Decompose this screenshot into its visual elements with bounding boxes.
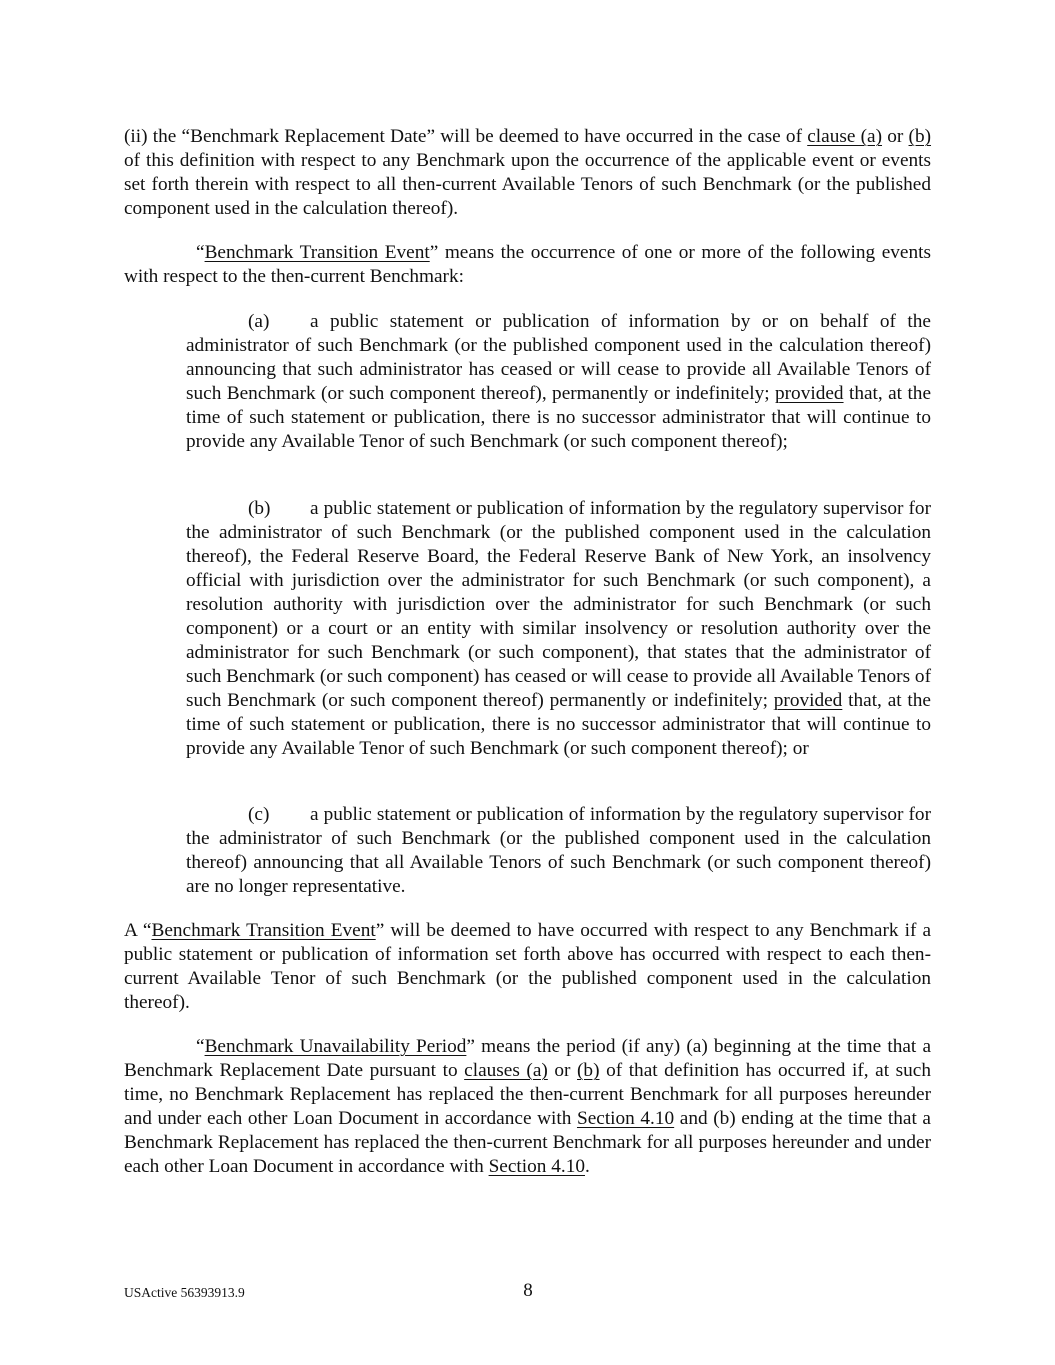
subclause-a: (a) a public statement or publication of information by or on behalf of the administrator of such Benchmark (or the published component used in the calculation thereof) announcing that such administrator has ceased or will cease to provide all Available Tenors of such Benchmark (or such component thereof), permanently or indefinitely; provided that, at the time of such statement or publication, there is no successor administrator that will continue to provide any Available Tenor of such Benchmark (or such component thereof); bbox=[186, 311, 932, 452]
defined-term: Benchmark Unavailability Period bbox=[204, 1036, 467, 1057]
subclause-label: (a) bbox=[248, 311, 270, 332]
paragraph-benchmark-transition-event-deemed: A “Benchmark Transition Event” will be deemed to have occurred with respect to any Benchmark if a public statement or publication of information set forth above has occurred with respect to each then-current Available Tenor of such Benchmark (or the published component used in the calculation thereof). bbox=[124, 920, 931, 1013]
section-reference: Section 4.10 bbox=[488, 1156, 585, 1177]
provided-term: provided bbox=[773, 690, 843, 711]
paragraph-benchmark-replacement-date-ii: (ii) the “Benchmark Replacement Date” will be deemed to have occurred in the case of clause (a) or (b) of this definition with respect to any Benchmark upon the occurrence of the applicable event or events set forth therein with respect to all then-current Available Tenors of such Benchmark (or the published component used in the calculation thereof). bbox=[124, 126, 932, 219]
subclause-c: (c) a public statement or publication of information by the regulatory supervisor for the administrator of such Benchmark (or the published component used in the calculation thereof) announcing that all Available Tenors of such Benchmark (or such component thereof) are no longer representative. bbox=[186, 804, 931, 897]
clause-b-reference: (b) bbox=[908, 126, 932, 147]
page-number: 8 bbox=[523, 1280, 533, 1301]
clause-b-reference: (b) bbox=[577, 1060, 600, 1081]
footer-document-id: USActive 56393913.9 bbox=[124, 1285, 245, 1300]
defined-term: Benchmark Transition Event bbox=[204, 242, 430, 263]
section-reference: Section 4.10 bbox=[576, 1108, 675, 1129]
clauses-a-reference: clauses (a) bbox=[464, 1060, 548, 1081]
definition-benchmark-transition-event: “Benchmark Transition Event” means the occurrence of one or more of the following events with respect to the then-current Benchmark: bbox=[124, 242, 931, 287]
subclause-b: (b) a public statement or publication of information by the regulatory supervisor for the administrator of such Benchmark (or the published component used in the calculation thereof), the Federal Reserve Board, the Federal Reserve Bank of New York, an insolvency official with jurisdiction over the administrator for such Benchmark (or such component), a resolution authority with jurisdiction over the administrator for such Benchmark (or such component) or a court or an entity with similar insolvency or resolution authority over the administrator for such Benchmark (or such component), that states that the administrator of such Benchmark (or such component) has ceased or will cease to provide all Available Tenors of such Benchmark (or such component thereof) permanently or indefinitely; provided that, at the time of such statement or publication, there is no successor administrator that will continue to provide any Available Tenor of such Benchmark (or such component thereof); or bbox=[186, 498, 931, 759]
definition-benchmark-unavailability-period: “Benchmark Unavailability Period” means the period (if any) (a) beginning at the time that a Benchmark Replacement Date pursuant to clauses (a) or (b) of that definition has occurred if, at such time, no Benchmark Replacement has replaced the then-current Benchmark for all purposes hereunder and under each other Loan Document in accordance with Section 4.10 and (b) ending at the time that a Benchmark Replacement has replaced the then-current Benchmark for all purposes hereunder and under each other Loan Document in accordance with Section 4.10. bbox=[124, 1036, 931, 1177]
subclause-label: (c) bbox=[248, 804, 270, 825]
clause-a-reference: clause (a) bbox=[807, 126, 883, 147]
provided-term: provided bbox=[775, 383, 844, 404]
defined-term: Benchmark Transition Event bbox=[151, 920, 376, 941]
subclause-label: (b) bbox=[248, 498, 271, 519]
